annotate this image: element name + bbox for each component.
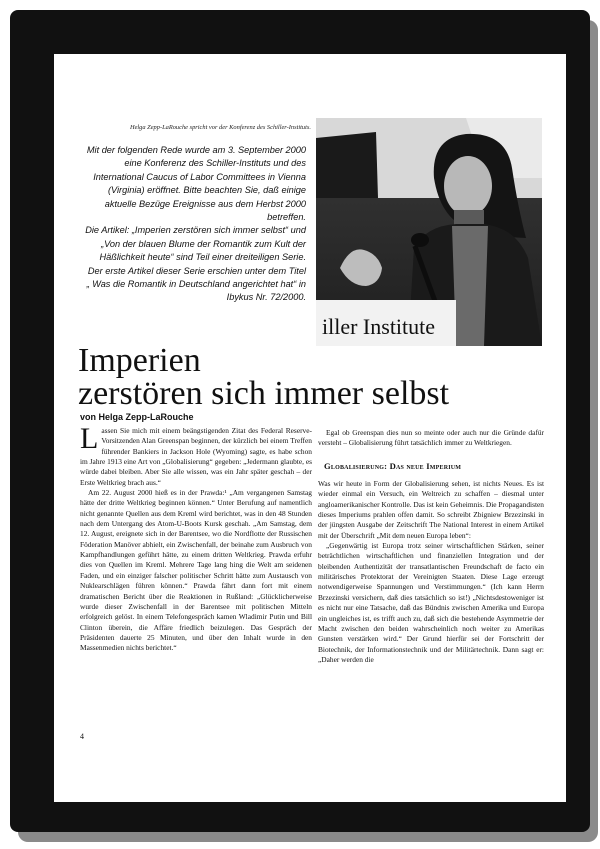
paragraph-1-text: assen Sie mich mit einem beängstigenden Zitat des Federal Reserve-Vorsitzenden Alan Greenspan beginnen, der kürzlich bei einem Treffen führender Bankiers in Jackson Hole (Wyoming) sagte, es habe schon im Jahre 1913 eine Art von „Globalisierung“ gegeben: „Jedermann glaubte, es würde dabei bleiben. Aber Sie alle wissen, was ein Jahr später geschah – der Erste Weltkrieg brach aus.“ xyxy=(80,426,312,487)
paragraph-1 xyxy=(80,422,312,488)
drop-cap: L xyxy=(80,422,99,455)
banner-text: iller Institute xyxy=(322,314,436,339)
paragraph-2: Am 22. August 2000 hieß es in der Prawda:¹ „Am vergangenen Samstag hätte der dritte Weltkrieg beginnen können.“ Unter Berufung auf namentlich nicht genannte Quellen aus dem Kreml wird berichtet, was in den 48 Stunden nach dem Untergang des Atom-U-Boots Kursk geschah. „Am Samstag, dem 12. August, ereignete sich in der Barentsee, wo die Nordflotte der Russischen Föderation Manöver abhielt, ein Zwischenfall, der beinahe zum Ausbruch von Kampfhandlungen geführt hätte, zu einem dritten Weltkrieg. Prawda erfuhr dies von Quellen im Kreml. Mehrere Tage lang hing die Welt am seidenen Faden, und ein einziger falscher politischer Schritt hätte zum Austausch von Nuklearschlägen führen können.“ Prawda fährt dann fort mit einem dramatischen Bericht über die Reaktionen in Rußland: „Glücklicherweise wurde dieser Zwischenfall in der Barentsee mit politischen Mitteln erfolgreich gelöst. In einem Telefongespräch kamen Wladimir Putin und Bill Clinton überein, die Affäre friedlich beizulegen. Das Gespräch der Präsidenten dauerte 25 Minuten, und über den Inhalt wurde in den Massenmedien nichts berichtet.“ xyxy=(80,488,312,653)
byline: von Helga Zepp-LaRouche xyxy=(80,412,194,422)
section-heading: Globalisierung: Das neue Imperium xyxy=(324,460,462,471)
magazine-page xyxy=(54,54,566,802)
title-line-2: zerstören sich immer selbst xyxy=(78,375,450,412)
paragraph-4: Was wir heute in Form der Globalisierung sehen, ist nichts Neues. Es ist wieder einmal ein Versuch, ein Weltreich zu schaffen – diesmal unter angloamerikanischer Kontrolle. Das ist kein Geheimnis. Die Propagandisten dieses Imperiums prahlen offen damit. So schreibt Zbigniew Brzezinski in der jüngsten Ausgabe der Zeitschrift The National Interest in einem Artikel mit der Überschrift „Mit dem neuen Europa leben“: xyxy=(318,479,544,540)
speaker-photo xyxy=(316,118,542,346)
intro-text xyxy=(84,144,306,305)
page-frame xyxy=(10,10,590,832)
intro-paragraph-2: Die Artikel: „Imperien zerstören sich immer selbst“ und „Von der blauen Blume der Romantik zum Kult der Häßlichkeit heute“ sind Teil einer dreiteiligen Serie. Der erste Artikel dieser Serie erschien unter dem Titel „ Was die Romantik in Deutschland angerichtet hat“ in Ibykus Nr. 72/2000. xyxy=(85,225,306,303)
left-column xyxy=(80,422,312,654)
paragraph-3: Egal ob Greenspan dies nun so meinte oder auch nur die Gründe dafür versteht – Globalisierung führt tatsächlich immer zu Weltkriegen. xyxy=(318,428,544,448)
right-column xyxy=(318,428,544,665)
photo-caption: Helga Zepp-LaRouche spricht vor der Konferenz des Schiller-Instituts. xyxy=(129,124,311,131)
title-line-1: Imperien xyxy=(78,342,201,379)
paragraph-5: „Gegenwärtig ist Europa trotz seiner wirtschaftlichen Stärken, seiner beträchtlichen wirtschaftlichen und finanziellen Integration und der bleibenden Authentizität der transatlantischen Freundschaft de facto ein militärisches Protektorat der Vereinigten Staaten. Diese Lage erzeugt notwendigerweise Spannungen und Verstimmungen.“ (Ich kann Herrn Brzezinski versichern, daß dies tatsächlich so ist!) „Nichtsdestoweniger ist es nicht nur eine Tatsache, daß das Bündnis zwischen Amerika und Europa ein ungleiches ist, es trifft auch zu, daß sich die bestehende Asymmetrie der Macht zwischen den beiden wahrscheinlich noch weiter zu Amerikas Gunsten verstärken wird.“ Der Grund hierfür sei der Fortschritt der Biotechnik, der Informationstechnik und der Militärtechnik. Dann sagt er: „Daher werden die xyxy=(318,541,544,664)
article-title xyxy=(78,344,548,410)
page-number: 4 xyxy=(80,732,84,741)
intro-paragraph-1: Mit der folgenden Rede wurde am 3. September 2000 eine Konferenz des Schiller-Instituts und des International Caucus of Labor Committees in Vienna (Virginia) eröffnet. Bitte beachten Sie, daß einige aktuelle Bezüge Ereignisse aus dem Herbst 2000 betreffen. xyxy=(86,145,306,223)
